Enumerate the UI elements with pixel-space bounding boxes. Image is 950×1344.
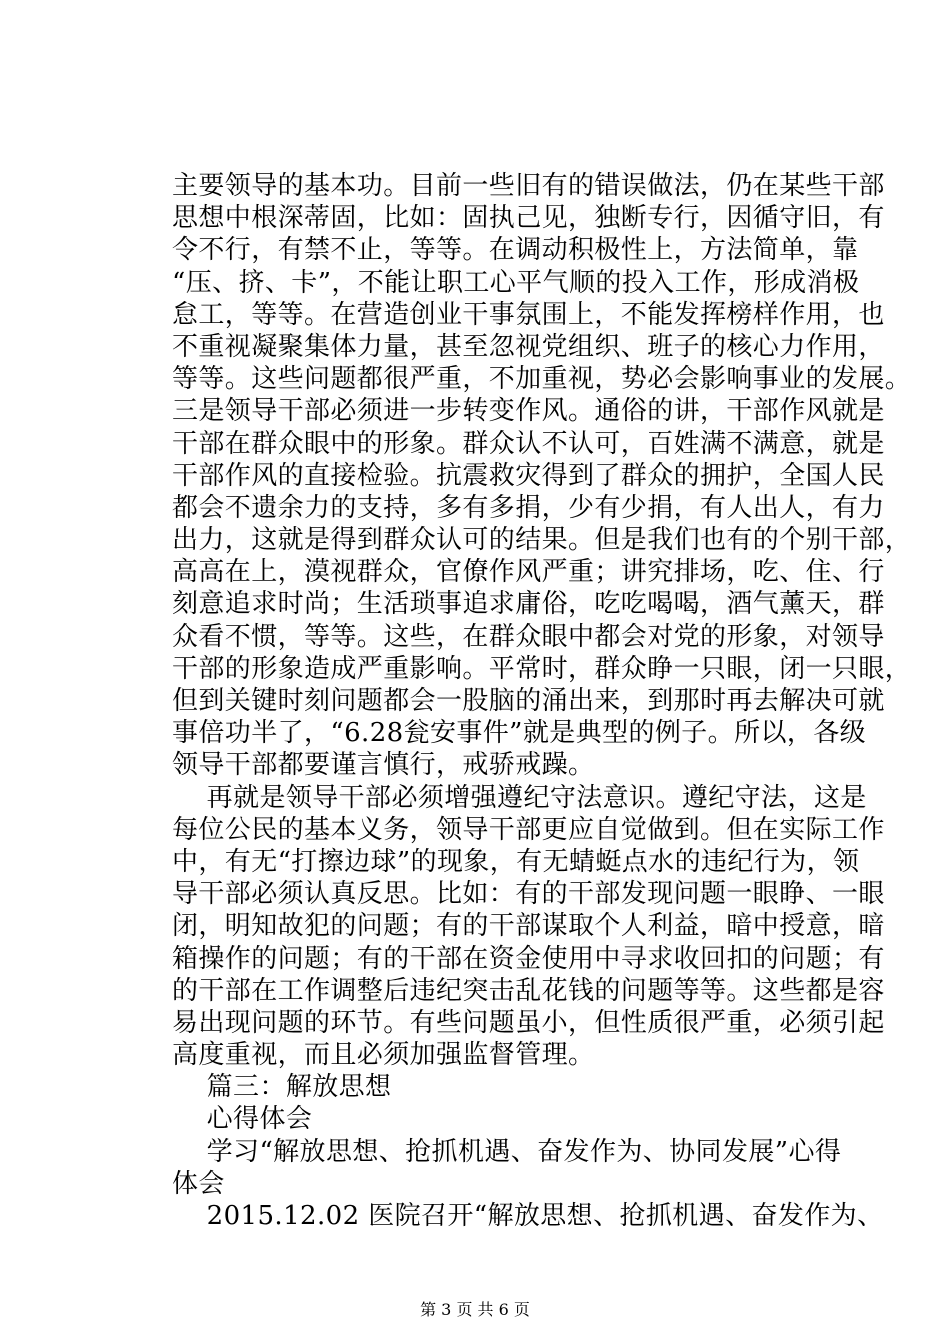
text-line: 高高在上，漠视群众，官僚作风严重；讲究排场，吃、住、行 xyxy=(172,557,885,588)
section-subheading: 心得体会 xyxy=(172,1104,313,1135)
text-line: 领导干部都要谨言慎行，戒骄戒躁。 xyxy=(172,750,595,781)
text-line: 等等。这些问题都很严重，不加重视，势必会影响事业的发展。 xyxy=(172,364,912,395)
text-line: 主要领导的基本功。目前一些旧有的错误做法，仍在某些干部 xyxy=(172,171,885,201)
text-line: 不重视凝聚集体力量，甚至忽视党组织、班子的核心力作用， xyxy=(172,331,885,362)
text-line: 怠工，等等。在营造创业干事氛围上，不能发挥榜样作用，也 xyxy=(172,299,885,330)
section-heading: 篇三：解放思想 xyxy=(172,1072,392,1103)
text-line: 刻意追求时尚；生活琐事追求庸俗，吃吃喝喝，酒气薰天，群 xyxy=(172,589,885,620)
text-line: 易出现问题的环节。有些问题虽小，但性质很严重，必须引起 xyxy=(172,1007,885,1038)
text-line: 思想中根深蒂固，比如：固执己见，独断专行，因循守旧，有 xyxy=(172,203,885,234)
text-line: 出力，这就是得到群众认可的结果。但是我们也有的个别干部， xyxy=(172,525,912,556)
text-line: 箱操作的问题；有的干部在资金使用中寻求收回扣的问题；有 xyxy=(172,943,885,974)
text-line: 事倍功半了，“6.28瓮安事件”就是典型的例子。所以，各级 xyxy=(172,718,867,749)
text-line: 都会不遗余力的支持，多有多捐，少有少捐，有人出人，有力 xyxy=(172,492,885,523)
text-line: 干部的形象造成严重影响。平常时，群众睁一只眼，闭一只眼， xyxy=(172,653,912,684)
text-line: 每位公民的基本义务，领导干部更应自觉做到。但在实际工作 xyxy=(172,814,885,845)
text-line: 高度重视，而且必须加强监督管理。 xyxy=(172,1040,595,1071)
text-line: 再就是领导干部必须增强遵纪守法意识。遵纪守法，这是 xyxy=(172,782,867,813)
article-title-continued: 体会 xyxy=(172,1168,225,1199)
text-line: 令不行，有禁不止，等等。在调动积极性上，方法简单，靠 xyxy=(172,235,859,266)
text-line: 众看不惯，等等。这些，在群众眼中都会对党的形象，对领导 xyxy=(172,621,885,652)
text-line: 2015.12.02 医院召开“解放思想、抢抓机遇、奋发作为、 xyxy=(172,1201,884,1231)
text-line: 干部在群众眼中的形象。群众认不认可，百姓满不满意，就是 xyxy=(172,428,885,459)
text-line: 干部作风的直接检验。抗震救灾得到了群众的拥护，全国人民 xyxy=(172,460,885,491)
page-footer: 第 3 页 共 6 页 xyxy=(420,1300,530,1319)
text-line: 中，有无“打擦边球”的现象，有无蜻蜓点水的违纪行为，领 xyxy=(172,846,860,877)
text-line: 闭，明知故犯的问题；有的干部谋取个人利益，暗中授意，暗 xyxy=(172,911,885,942)
document-body xyxy=(172,170,912,1232)
text-line: 三是领导干部必须进一步转变作风。通俗的讲，干部作风就是 xyxy=(172,396,885,427)
article-title: 学习“解放思想、抢抓机遇、奋发作为、协同发展”心得 xyxy=(172,1136,842,1167)
text-line: 但到关键时刻问题都会一股脑的涌出来，到那时再去解决可就 xyxy=(172,686,885,716)
text-line: 导干部必须认真反思。比如：有的干部发现问题一眼睁、一眼 xyxy=(172,879,885,910)
text-line: 的干部在工作调整后违纪突击乱花钱的问题等等。这些都是容 xyxy=(172,975,885,1006)
text-line: “压、挤、卡”，不能让职工心平气顺的投入工作，形成消极 xyxy=(172,267,860,298)
